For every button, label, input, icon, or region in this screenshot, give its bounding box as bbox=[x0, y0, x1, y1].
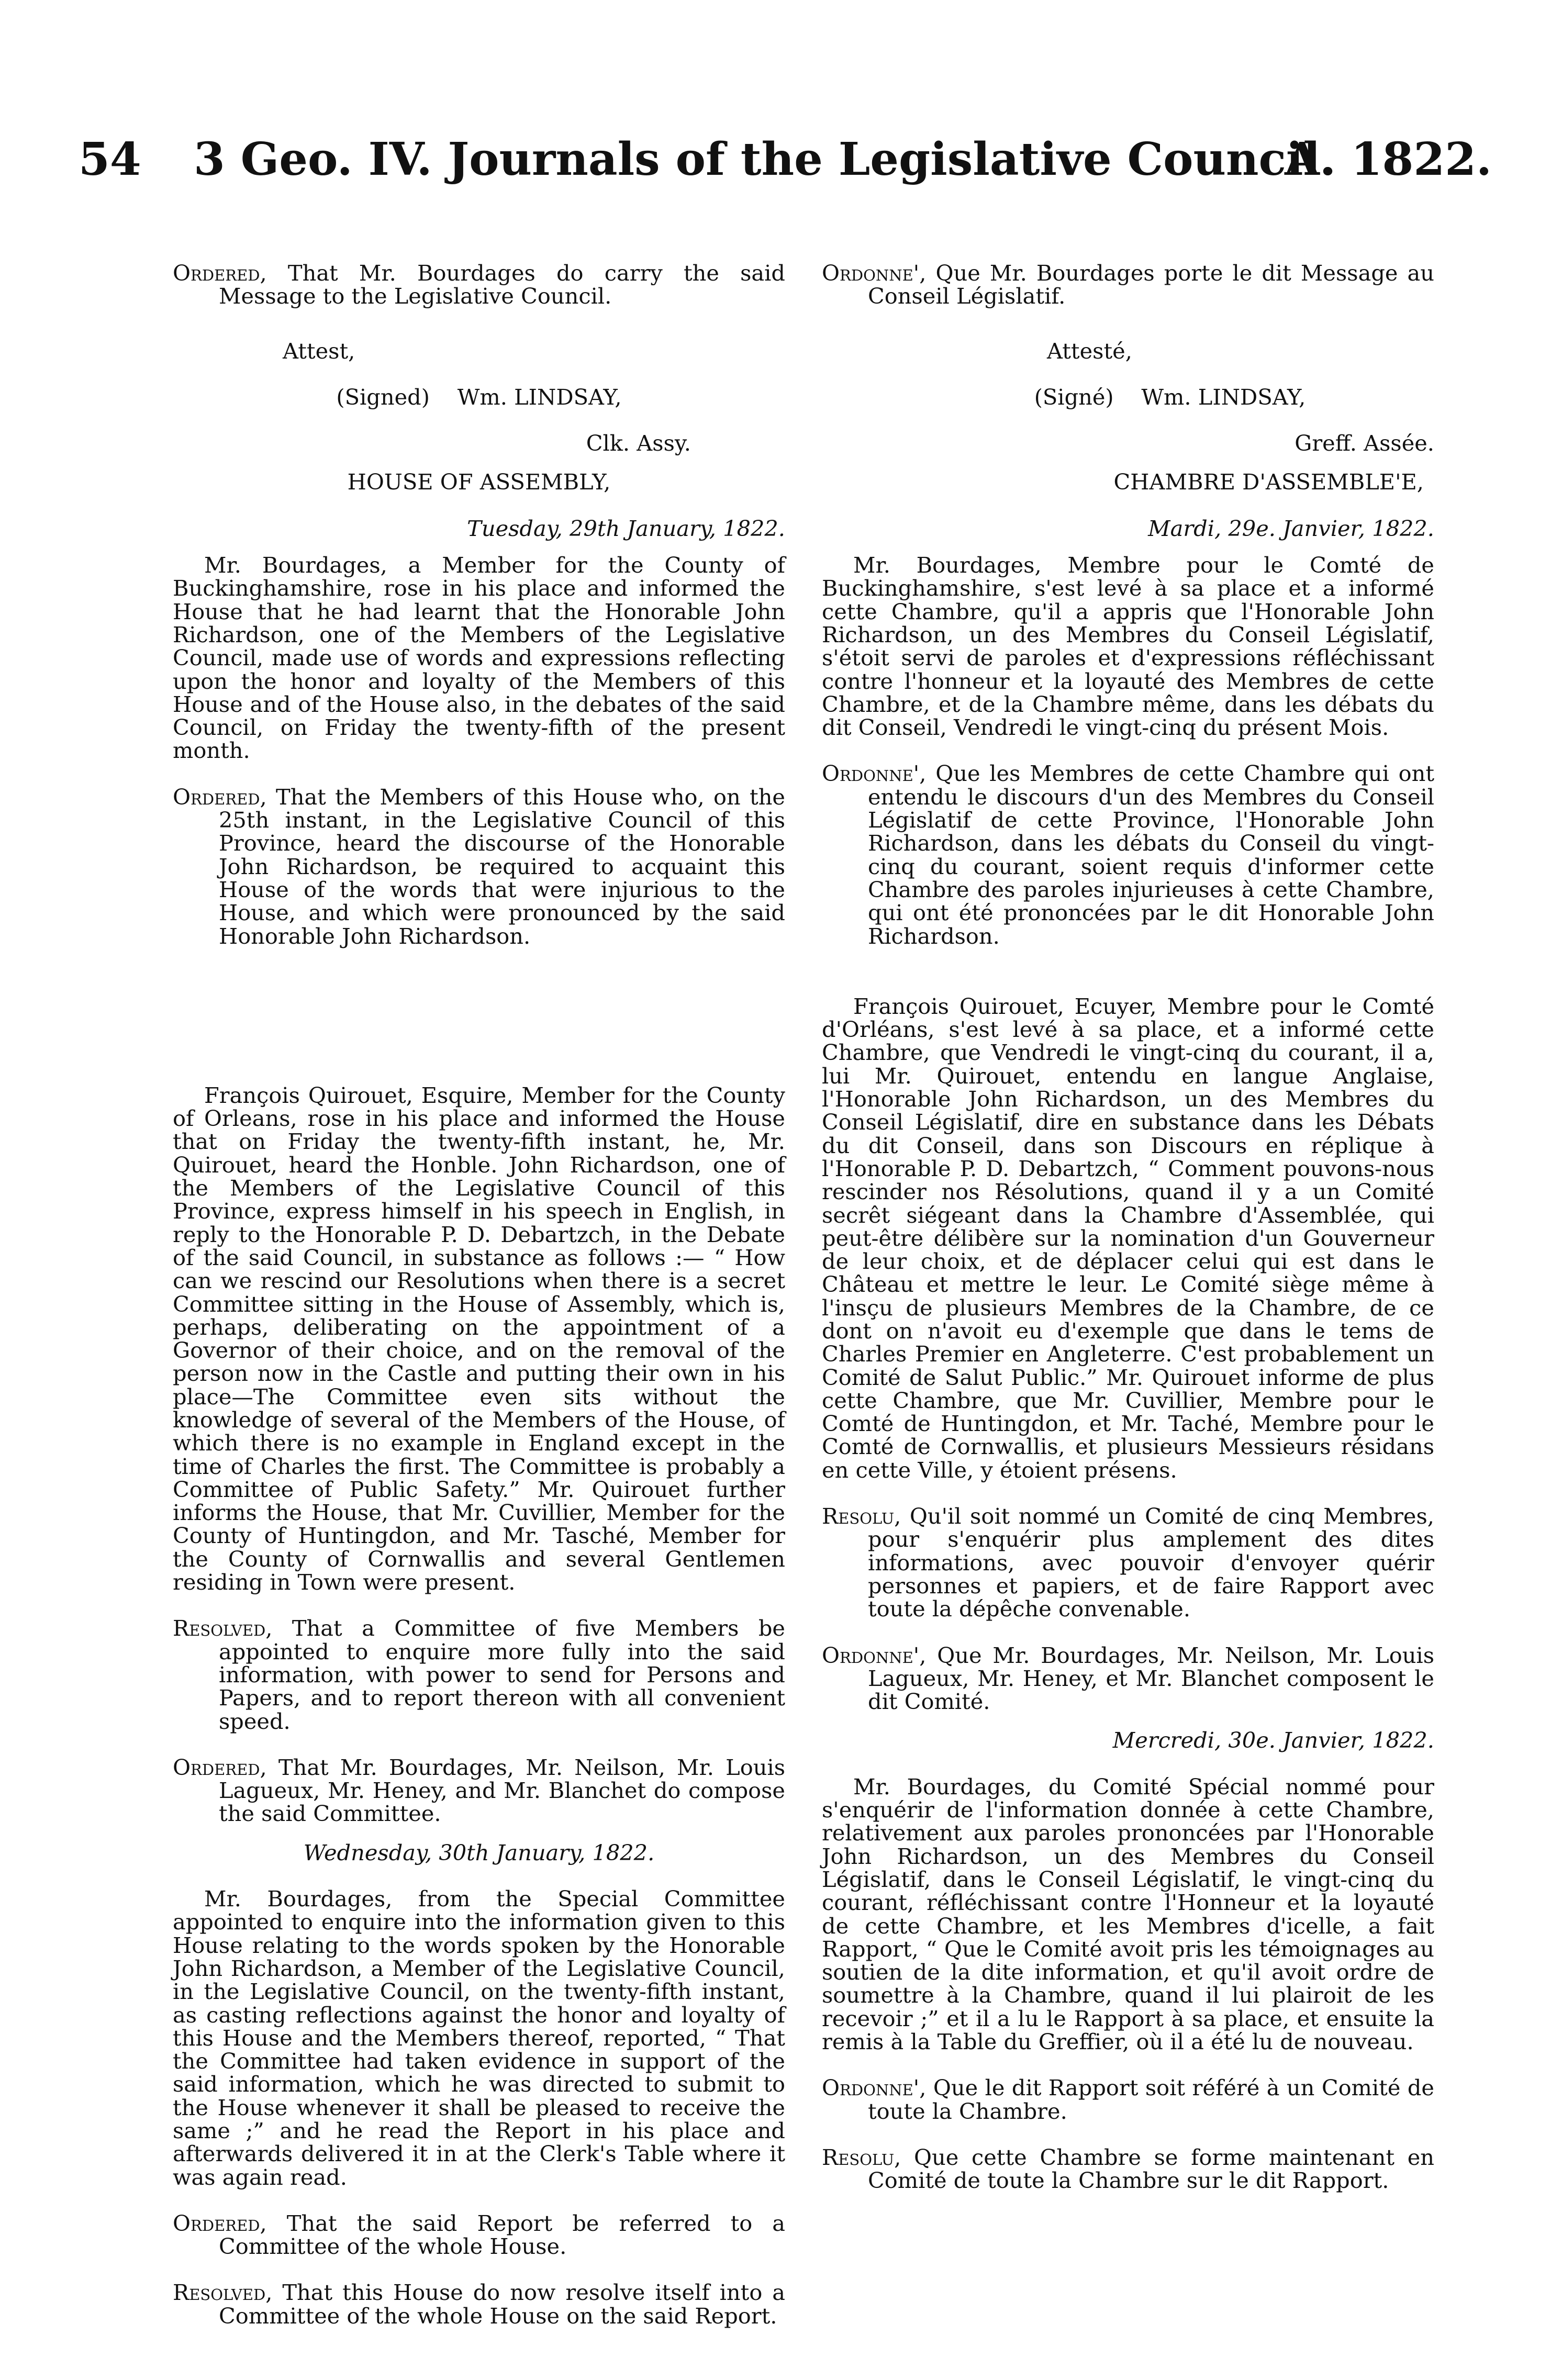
ordered-entry: Ordered, That the said Report be referred to a Committee of the whole House. bbox=[173, 2210, 785, 2260]
ordered-entry: Ordered, That Mr. Bourdages, Mr. Neilson, Mr. Louis Lagueux, Mr. Heney, and Mr. Blanchet do compose the said Committee. bbox=[173, 1754, 786, 1827]
running-year: A. 1822. bbox=[1285, 133, 1492, 186]
paragraph: Mr. Bourdages, du Comité Spécial nommé pour s'enquérir de l'information donnée à cette Chambre, relativement aux paroles prononcées par l'Honorable John Richardson, un des Membres du Conseil Législatif, dans le Conseil Législatif, le vingt-cinq du courant, réfléchissant contre l'Honneur et la loyauté de cette Chambre, et les Membres d'icelle, a fait Rapport, “ Que le Comité avoit pris les témoignages au soutien de la dite information, et qu'il avoit ordre de soumettre à la Chambre, quand il lui plairoit de les recevoir ;” et il a lu le Rapport à sa place, et ensuite la remis à la Table du Greffier, où il a été lu de nouveau. bbox=[822, 1773, 1434, 2054]
resolved-entry: Resolved, That a Committee of five Members be appointed to enquire more fully into the said information, with power to send for Persons and Papers, and to report thereon with all convenient speed. bbox=[173, 1615, 785, 1734]
date-heading: Mardi, 29e. Janvier, 1822. bbox=[1148, 515, 1434, 541]
ordered-entry: Ordonne', Que Mr. Bourdages, Mr. Neilson, Mr. Louis Lagueux, Mr. Heney, et Mr. Blanchet composent le dit Comité. bbox=[822, 1642, 1434, 1715]
signature-line: (Signed) Wm. LINDSAY, bbox=[336, 384, 622, 410]
date-heading: Tuesday, 29th January, 1822. bbox=[467, 515, 785, 541]
paragraph: François Quirouet, Esquire, Member for the County of Orleans, rose in his place and informed the House that on Friday the twenty-fifth instant, he, Mr. Quirouet, heard the Honble. John Richardson, one of the Members of the Legislative Council of this Province, express himself in his speech in English, in reply to the Honorable P. D. Debartzch, in the Debate of the said Council, in substance as follows :— “ How can we rescind our Resolutions when there is a secret Committee sitting in the House of Assembly, which is, perhaps, deliberating on the appointment of a Governor of their choice, and on the removal of the person now in the Castle and putting their own in his place—The Committee even sits without the knowledge of several of the Members of the House, of which there is no example in England except in the time of Charles the first. The Committee is probably a Committee of Public Safety.” Mr. Quirouet further informs the House, that Mr. Cuvillier, Member for the County of Huntingdon, and Mr. Tasché, Member for the County of Cornwallis and several Gentlemen residing in Town were present. bbox=[173, 1082, 785, 1595]
english-column bbox=[173, 262, 785, 2328]
signature-line: (Signé) Wm. LINDSAY, bbox=[1034, 384, 1306, 410]
ordered-entry: Ordered, That Mr. Bourdages do carry the said Message to the Legislative Council. bbox=[173, 260, 785, 309]
french-column bbox=[822, 262, 1434, 2192]
house-heading: HOUSE OF ASSEMBLY, bbox=[347, 469, 611, 495]
paragraph: François Quirouet, Ecuyer, Membre pour le Comté d'Orléans, s'est levé à sa place, et a informé cette Chambre, que Vendredi le vingt-cinq du courant, il a, lui Mr. Quirouet, entendu en langue Anglaise, l'Honorable John Richardson, un des Membres du Conseil Législatif, dire en substance dans les Débats du dit Conseil, dans son Discours en réplique à l'Honorable P. D. Debartzch, “ Comment pouvons-nous rescinder nos Résolutions, quand il y a un Comité secrêt siégeant dans la Chambre d'Assemblée, qui peut-être délibère sur la nomination d'un Gouverneur de leur choix, et de déplacer celui qui est dans le Château et mettre le leur. Le Comité siège même à l'insçu de plusieurs Membres de la Chambre, de ce dont on n'avoit eu d'exemple que dans le tems de Charles Premier en Angleterre. C'est probablement un Comité de Salut Public.” Mr. Quirouet informe de plus cette Chambre, que Mr. Cuvillier, Membre pour le Comté de Huntingdon, et Mr. Taché, Membre pour le Comté de Cornwallis, et plusieurs Messieurs résidans en cette Ville, y étoient présens. bbox=[822, 993, 1434, 1483]
page-number: 54 bbox=[79, 133, 141, 186]
house-heading: CHAMBRE D'ASSEMBLE'E, bbox=[1113, 469, 1424, 495]
date-heading: Wednesday, 30th January, 1822. bbox=[303, 1839, 655, 1865]
paragraph: Mr. Bourdages, Membre pour le Comté de Buckinghamshire, s'est levé à sa place et a informé cette Chambre, qu'il a appris que l'Honorable John Richardson, un des Membres du Conseil Législatif, s'étoit servi de paroles et d'expressions réfléchissant contre l'honneur et la loyauté des Membres de cette Chambre, et de la Chambre même, dans les débats du dit Conseil, Vendredi le vingt-cinq du présent Mois. bbox=[822, 552, 1434, 741]
date-heading: Mercredi, 30e. Janvier, 1822. bbox=[1112, 1727, 1434, 1753]
attest-label: Attesté, bbox=[1047, 338, 1132, 364]
resolved-entry: Resolu, Que cette Chambre se forme maintenant en Comité de toute la Chambre sur le dit Rapport. bbox=[822, 2144, 1434, 2194]
ordered-entry: Ordered, That the Members of this House who, on the 25th instant, in the Legislative Council of this Province, heard the discourse of the Honorable John Richardson, be required to acquaint this House of the words that were injurious to the House, and which were pronounced by the said Honorable John Richardson. bbox=[173, 784, 785, 949]
resolved-entry: Resolu, Qu'il soit nommé un Comité de cinq Membres, pour s'enquérir plus amplement des dites informations, avec pouvoir d'envoyer quérir personnes et papiers, et de faire Rapport avec toute la dépêche convenable. bbox=[822, 1503, 1434, 1622]
clerk-title: Clk. Assy. bbox=[586, 430, 691, 456]
ordered-entry: Ordonne', Que Mr. Bourdages porte le dit Message au Conseil Législatif. bbox=[822, 260, 1434, 309]
page-header bbox=[79, 131, 1492, 188]
paragraph: Mr. Bourdages, from the Special Committee appointed to enquire into the information given to this House relating to the words spoken by the Honorable John Richardson, a Member of the Legislative Council, in the Legislative Council, on the twenty-fifth instant, as casting reflections against the honor and loyalty of this House and the Members thereof, reported, “ That the Committee had taken evidence in support of the said information, which he was directed to submit to the House whenever it shall be pleased to receive the same ;” and he read the Report in his place and afterwards delivered it in at the Clerk's Table where it was again read. bbox=[173, 1886, 785, 2190]
running-title: 3 Geo. IV. Journals of the Legislative Council. bbox=[194, 133, 1336, 186]
ordered-entry: Ordonne', Que les Membres de cette Chambre qui ont entendu le discours d'un des Membres du Conseil Législatif de cette Province, l'Honorable John Richardson, dans les débats du Conseil du vingt-cinq du courant, soient requis d'informer cette Chambre des paroles injurieuses à cette Chambre, qui ont été prononcées par le dit Honorable John Richardson. bbox=[822, 761, 1435, 949]
resolved-entry: Resolved, That this House do now resolve itself into a Committee of the whole House on the said Report. bbox=[173, 2280, 785, 2329]
paragraph: Mr. Bourdages, a Member for the County of Buckinghamshire, rose in his place and informed the House that he had learnt that the Honorable John Richardson, one of the Members of the Legislative Council, made use of words and expressions reflecting upon the honor and loyalty of the Members of this House and of the House also, in the debates of the said Council, on Friday the twenty-fifth of the present month. bbox=[173, 552, 785, 764]
attest-label: Attest, bbox=[283, 338, 355, 364]
clerk-title: Greff. Assée. bbox=[1295, 430, 1434, 456]
ordered-entry: Ordonne', Que le dit Rapport soit référé à un Comité de toute la Chambre. bbox=[822, 2075, 1434, 2124]
